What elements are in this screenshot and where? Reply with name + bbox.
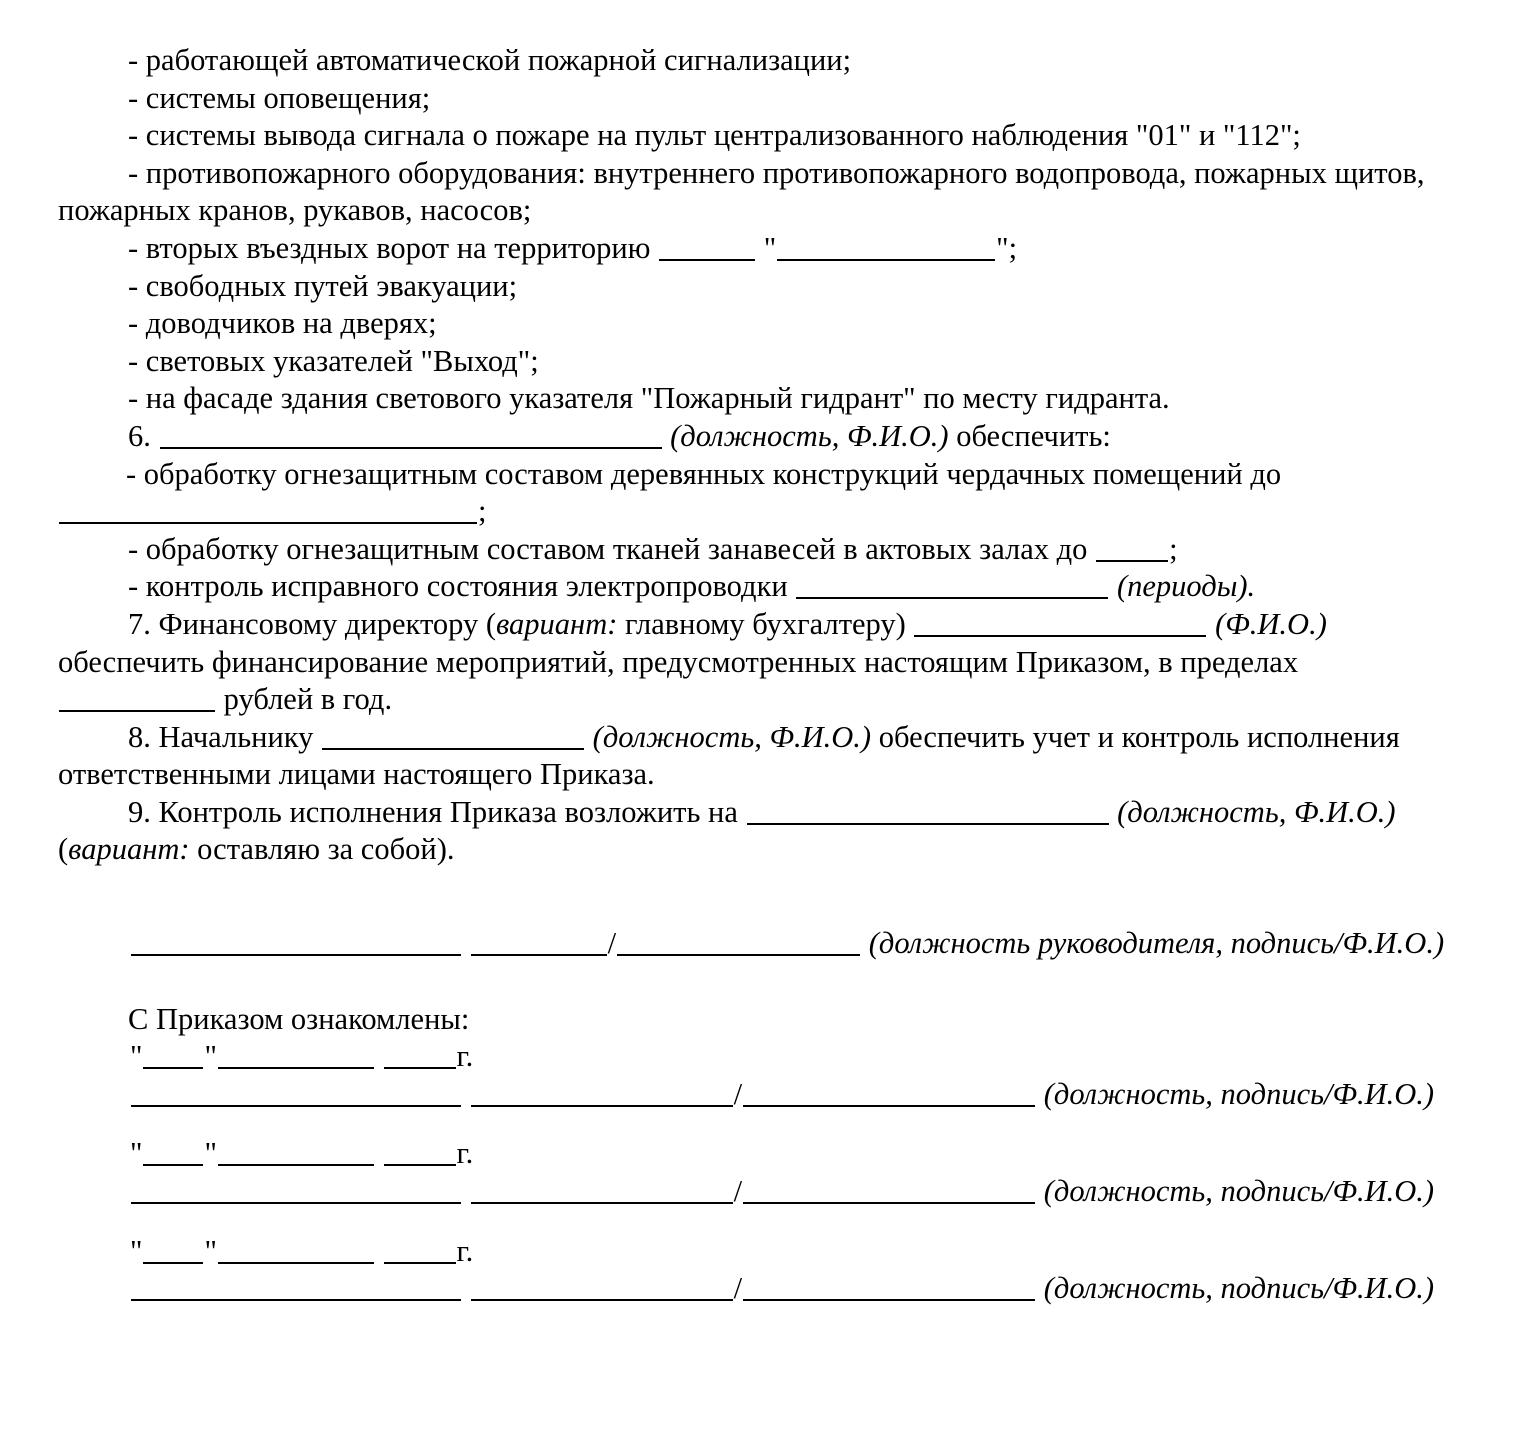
- ack3-year-suffix: г.: [456, 1233, 474, 1268]
- ack2-month-blank[interactable]: [218, 1136, 374, 1166]
- ack3-hint: (должность, подпись/Ф.И.О.): [1043, 1271, 1435, 1306]
- clause-7-line3-text: рублей в год.: [223, 682, 393, 717]
- clause-8-before: Начальнику: [158, 719, 314, 754]
- bullet-fire-equipment-line1: - противопожарного оборудования: внутреннего противопожарного водопровода, пожарных щитов,: [128, 155, 1425, 190]
- clause-6-number: 6.: [128, 418, 151, 453]
- clause-7-part2: главному бухгалтеру): [625, 606, 906, 641]
- head-signature-hint: (должность руководителя, подпись/Ф.И.О.): [868, 926, 1445, 961]
- ack1-position-blank[interactable]: [131, 1077, 461, 1107]
- ack1-day-blank[interactable]: [143, 1039, 203, 1069]
- ack3-day-blank[interactable]: [143, 1234, 203, 1264]
- bullet-evacuation-routes: [58, 268, 1486, 306]
- head-signature-position-blank[interactable]: [131, 926, 461, 956]
- spacer-before-head-signature: [58, 869, 1486, 925]
- acknowledgement-heading: [58, 1001, 1486, 1039]
- clause-6-role-blank[interactable]: [160, 419, 662, 449]
- ack2-hint: (должность, подпись/Ф.И.О.): [1043, 1174, 1435, 1209]
- clause-8-number: 8.: [128, 719, 151, 754]
- clause-8-line2-text: ответственными лицами настоящего Приказа.: [58, 757, 655, 792]
- ack1-year-suffix: г.: [456, 1039, 474, 1074]
- ack2-separator: /: [733, 1174, 743, 1209]
- head-signature-fio-blank[interactable]: [617, 926, 860, 956]
- clause-6-attic-deadline-blank[interactable]: [59, 494, 477, 524]
- ack3-year-blank[interactable]: [384, 1234, 456, 1264]
- clause-8: [58, 719, 1486, 757]
- ack1-separator: /: [733, 1076, 743, 1111]
- ack2-position-blank[interactable]: [131, 1174, 461, 1204]
- clause-7-fio-hint: (Ф.И.О.): [1215, 606, 1327, 641]
- ack2-quote-open: ": [130, 1136, 143, 1171]
- acknowledgement-sign-row-3: [58, 1270, 1486, 1308]
- bullet-fire-alarm: [58, 42, 1486, 80]
- acknowledgement-row-3: [58, 1233, 1486, 1308]
- clause-6-sub-curtains-text: - обработку огнезащитным составом тканей занавесей в актовых залах до: [128, 531, 1088, 566]
- clause-9-variant-text: оставляю за собой).: [197, 832, 455, 867]
- head-signature-separator: /: [607, 926, 617, 961]
- clause-9-role-blank[interactable]: [747, 795, 1109, 825]
- clause-6-role-hint: (должность, Ф.И.О.): [670, 418, 949, 453]
- ack3-quote-close: ": [204, 1233, 217, 1268]
- ack1-sign-blank[interactable]: [471, 1077, 733, 1107]
- clause-6-sub-wiring-text: - контроль исправного состояния электропроводки: [128, 569, 788, 604]
- document-body: [58, 42, 1486, 1308]
- clause-6-sub-wiring: [58, 568, 1486, 606]
- clause-9-line2: [58, 831, 1486, 869]
- clause-8-role-hint: (должность, Ф.И.О.): [592, 719, 872, 754]
- bullet-notification-system-text: - системы оповещения;: [128, 80, 431, 115]
- head-signature-sign-blank[interactable]: [471, 926, 607, 956]
- bullet-evacuation-routes-text: - свободных путей эвакуации;: [128, 268, 518, 303]
- clause-7-number: 7.: [128, 606, 151, 641]
- clause-7-line2-text: обеспечить финансирование мероприятий, предусмотренных настоящим Приказом, в пределах: [58, 644, 1299, 679]
- clause-6-tail: обеспечить:: [956, 418, 1111, 453]
- clause-7-line3: [58, 681, 1486, 719]
- clause-8-line2: [58, 756, 1486, 794]
- acknowledgement-row-1: [58, 1038, 1486, 1113]
- bullet-fire-equipment-line2: пожарных кранов, рукавов, насосов;: [58, 193, 532, 228]
- clause-6-sub-attic-text: - обработку огнезащитным составом деревянных конструкций чердачных помещений до: [126, 456, 1282, 491]
- clause-6-sub-attic-after: ;: [478, 494, 487, 529]
- ack2-year-blank[interactable]: [384, 1136, 456, 1166]
- clause-7-amount-blank[interactable]: [59, 682, 215, 712]
- bullet-second-gates-text: - вторых въездных ворот на территорию: [128, 230, 651, 265]
- clause-6: [58, 418, 1486, 456]
- acknowledgement-heading-text: С Приказом ознакомлены:: [128, 1001, 470, 1036]
- clause-6-sub-attic-cont: [58, 493, 1486, 531]
- acknowledgement-sign-row-1: [58, 1076, 1486, 1114]
- ack3-separator: /: [733, 1271, 743, 1306]
- bullet-signal-output-text: - системы вывода сигнала о пожаре на пульт централизованного наблюдения "01" и "112";: [128, 118, 1301, 153]
- clause-7-variant-label: вариант:: [496, 606, 618, 641]
- ack3-quote-open: ": [130, 1233, 143, 1268]
- clause-6-wiring-hint: (периоды).: [1116, 569, 1256, 604]
- clause-9-number: 9.: [128, 794, 151, 829]
- ack1-hint: (должность, подпись/Ф.И.О.): [1043, 1076, 1435, 1111]
- acknowledgement-date-row-3: [58, 1233, 1486, 1271]
- clause-7: [58, 606, 1486, 644]
- gates-quote-open: ": [763, 230, 777, 265]
- clause-9-variant-label: вариант:: [68, 832, 190, 867]
- gates-name-blank[interactable]: [777, 231, 995, 261]
- ack1-quote-open: ": [130, 1039, 143, 1074]
- ack1-fio-blank[interactable]: [743, 1077, 1035, 1107]
- spacer-ack-1-2: [58, 1113, 1486, 1135]
- ack2-quote-close: ": [204, 1136, 217, 1171]
- clause-7-part1: Финансовому директору (: [158, 606, 497, 641]
- acknowledgement-date-row-1: [58, 1038, 1486, 1076]
- ack2-day-blank[interactable]: [143, 1136, 203, 1166]
- bullet-fire-alarm-text: - работающей автоматической пожарной сигнализации;: [128, 43, 852, 77]
- ack2-sign-blank[interactable]: [471, 1174, 733, 1204]
- clause-7-line2: [58, 644, 1486, 682]
- bullet-hydrant-sign: [58, 380, 1486, 418]
- bullet-door-closers: [58, 305, 1486, 343]
- head-signature-row: [58, 925, 1486, 963]
- bullet-fire-equipment-cont: [58, 192, 1486, 230]
- ack3-month-blank[interactable]: [218, 1234, 374, 1264]
- spacer-ack-2-3: [58, 1211, 1486, 1233]
- clause-9-role-hint: (должность, Ф.И.О.): [1117, 794, 1396, 829]
- bullet-notification-system: [58, 80, 1486, 118]
- bullet-exit-signs: [58, 343, 1486, 381]
- ack1-year-blank[interactable]: [384, 1039, 456, 1069]
- ack3-fio-blank[interactable]: [743, 1271, 1035, 1301]
- bullet-signal-output: [58, 117, 1486, 155]
- spacer-before-acknowledgement: [58, 963, 1486, 1001]
- gates-quote-close: ";: [996, 230, 1018, 265]
- clause-8-after: обеспечить учет и контроль исполнения: [878, 719, 1400, 754]
- clause-8-role-blank[interactable]: [322, 720, 584, 750]
- clause-9: [58, 794, 1486, 832]
- clause-6-sub-curtains: [58, 531, 1486, 569]
- clause-9-variant-open: (: [58, 832, 69, 867]
- ack3-sign-blank[interactable]: [471, 1271, 733, 1301]
- ack2-fio-blank[interactable]: [743, 1174, 1035, 1204]
- acknowledgement-sign-row-2: [58, 1173, 1486, 1211]
- clause-7-fio-blank[interactable]: [914, 607, 1206, 637]
- clause-6-sub-curtains-after: ;: [1169, 531, 1178, 566]
- ack3-position-blank[interactable]: [131, 1271, 461, 1301]
- clause-6-curtains-deadline-blank[interactable]: [1096, 532, 1168, 562]
- ack2-year-suffix: г.: [456, 1136, 474, 1171]
- bullet-door-closers-text: - доводчиков на дверях;: [128, 306, 437, 341]
- bullet-second-gates: [58, 230, 1486, 268]
- clause-9-before: Контроль исполнения Приказа возложить на: [158, 794, 738, 829]
- bullet-fire-equipment: [58, 155, 1486, 193]
- clause-6-sub-attic: [58, 456, 1486, 494]
- clause-6-wiring-period-blank[interactable]: [796, 569, 1108, 599]
- ack1-quote-close: ": [204, 1039, 217, 1074]
- acknowledgement-row-2: [58, 1135, 1486, 1210]
- bullet-hydrant-sign-text: - на фасаде здания светового указателя "Пожарный гидрант" по месту гидранта.: [128, 381, 1170, 416]
- acknowledgement-date-row-2: [58, 1135, 1486, 1173]
- ack1-month-blank[interactable]: [218, 1039, 374, 1069]
- gates-territory-blank[interactable]: [659, 231, 755, 261]
- bullet-exit-signs-text: - световых указателей "Выход";: [128, 343, 539, 378]
